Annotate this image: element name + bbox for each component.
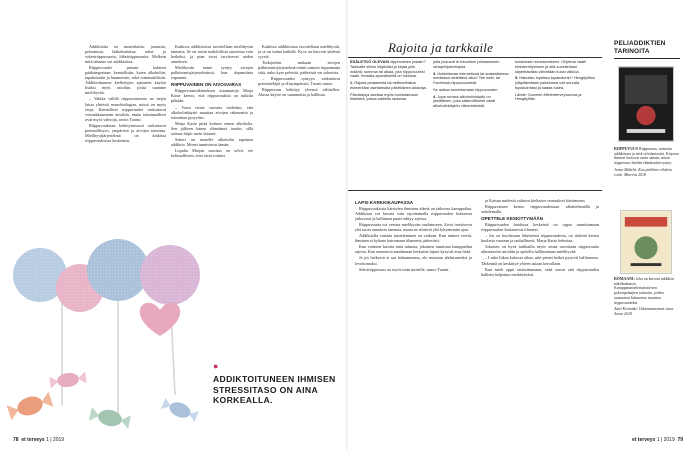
paragraph: Addiktiolla vastaan taisteleminen on vaikeaa. Kun tunteet vievät, ihminen ei kykene katsomaan tilannetta järkevästi. (355, 233, 472, 244)
tip-item: Päivärajoja asettaa myös tunnistamaan tilanteita, joissa addiktio laukeaa. (350, 91, 418, 102)
paragraph: Lopulta Marjan suositus on selvä: vie kohtuulliseen, ettei aivot tottuisi. (171, 147, 253, 158)
paragraph: Kaikissa addiktioissa tavoitellaan mielihyvää, ja se on tuttua kaikille. Kyse on harvoin yhdestä syystä. (258, 44, 340, 60)
paragraph: – Jos on huolissaan läheisensä riippuvuudesta, on tärkeää kertoa huolesta suoraan ja rauhallisesti, Marja Kaste kehottaa. (481, 233, 599, 244)
book1-description: Riippuvuus: tarinoita addiktiosta ja siitä selviämisestä. Kirjassa ihmiset kertovat omin sanoin, miten riippuvuus heidän elämässään syntyi. (614, 147, 679, 166)
footer-left (13, 437, 64, 443)
callout-bullet-icon: ● (213, 361, 219, 371)
page-number-right: 79 (677, 437, 684, 443)
paragraph: Tutkijoiden mukaan aivojen palkitsemisjärjestelmä toimii samoin riippumatta siitä, onko kyse peleistä, päihteistä vai sokerista. (258, 60, 340, 76)
paragraph: Riippuvuutta voi verrata mielihyvän vaalimiseen. Aivot tarvitsevat yhä uusia annoksia samasta, mutta ne riittävät yhä lyhyemmän ajan. (355, 222, 472, 233)
tip-column-1 (350, 60, 428, 104)
sidebar-book2 (614, 277, 680, 317)
paragraph: Ja jos hetkessä ei saa haluamaansa, olo muuttuu ahdistuneeksi ja levottomaksi. (355, 255, 472, 266)
footer-right (632, 437, 683, 443)
wrapped-candy-blue (161, 397, 200, 423)
wrapped-candy-green (89, 406, 131, 430)
book-cover-1 (618, 66, 674, 142)
paragraph: Riippuvuus kehittyy yleensä vähitellen. Alussa käyttö on satunnaista ja hallittua. (258, 87, 340, 98)
pull-quote: ADDIKTOITUNEEN IHMISEN STRESSITASO ON AINA KORKEALLA. (213, 374, 336, 405)
paragraph: Riippuvuuksien kehittymisessä vaikuttavat perinnöllisyys, ympäristö ja aivojen toiminta. Mielihyväjärjestelmä on kaikissa riippuvuuksissa keskeinen. (85, 122, 166, 143)
book2-credit: Antti Kivimäki: Odottamattomat sinut. Atena 2018 (614, 307, 674, 316)
magazine-name-right: et terveys (632, 437, 656, 443)
sidebar-book-tips (614, 40, 680, 63)
paragraph: ja Kaisan mielestä valtavat kielteiset seuraukset kärsiminen. (485, 198, 586, 203)
tipbox-title: Rajoita ja tarkkaile (388, 40, 494, 55)
paragraph: – Riippuvuuden syntyyn vaikuttavat perintötekijät ja elinympäristö, Tuomi sanoo. (258, 76, 340, 87)
book2-description: Joka on kerrotu addiktin näkökulmasta. Kumppanimielensäyttävien pokeripelaajien tarinoita, joiden suunnaton kiinnostus muuttuu riippuvuudeksi. (614, 277, 674, 305)
paragraph: Kun mieli oppii rauhoittumaan, sekä stressi että riippuvuuden hallinta helpottuu merkittävästi. (481, 266, 599, 277)
book2-title: ROMAANI: (614, 277, 635, 281)
paragraph: Riippuvuudet jaetaan kahteen pääkategoriaan: kemiallisiin, kuten alkoholiin, tupakointiin ja huumeisiin, sekä toiminnallisiin. Addiktoitumme kiellettyjen ajatusten käytön lisäksi myös asioihin, joista saamme mielihyvää. (85, 65, 166, 96)
tip-item: 1. Rajoita pelaamista tai nettisurffailua esimerkiksi asettamalla päivittäinen aikaraja. (350, 80, 427, 90)
paragraph: Kaikissa addiktioissa tavoitellaan mielihyvän tunnetta. Se on toisin mahdollista saavuttaa vain hetkeksi, ja pian aivot tarvitsevat uuden annoksen. (171, 44, 253, 65)
tip-item: ESÄLETKÖ OLEVASI riippuvainen jostain? Tarkkaile silloin käyttöäsi ja kirjaa ylös määriä, summia tai aikaa, jota riippuvuutesi vaatii. Ilmaisia apuvälineitä on lukuisia. (350, 59, 426, 79)
sidebar-heading: PELIADDIKTIEN TARINOITA (614, 40, 666, 55)
paragraph: Riippuvuustutkimuksen asiantuntija Marja Kaste kertoo, että riippuvuuksia on tutkittu pitkään. (171, 88, 253, 104)
book-cover-2 (620, 210, 672, 274)
subheading-opettele: OPETTELE KESKITTYMÄÄN (481, 216, 544, 222)
paragraph: – Vaikka välillä riippuvaisuutta on tietyn laista yhteistä neurobiologiaa, niissä on myös eroja. Kemialliset riippuvuudet vaikuttavat voimakkaammin aivoihin, mutta toiminnalliset ovat myös vahvoja, arvioi Tuomi. (85, 96, 166, 122)
paragraph: Addiktioita on monenlaisia: jaomista, pelaamista, lääkekoukkua, seksi- ja sokeririippuvuutta, liiketriippuvuutta. Melkein mitä tahansa voi addiktoitua. (85, 44, 166, 65)
tip-item: joita joutuvat le-tuloottum pelaamiseen. rahapelipalvelujsta (433, 59, 501, 69)
tip-source: Lähde: Suomen Mielenterveysseura ja Hengityliitto (515, 91, 582, 102)
book1-title: RIIPPUVUUS (614, 147, 638, 151)
issue-left: 1 | 2019 (46, 437, 65, 443)
page-number-left: 78 (13, 437, 19, 443)
book1-credit: Jenna Mäkelä: Kun pelihimo vihdoin voitti. Minerva 2018 (614, 167, 672, 177)
tipbox-rule-top (348, 57, 602, 58)
wrapped-candy-orange (6, 391, 53, 422)
paragraph: Seksiriippuvuus on myös tuttu monelle, sanoo Tuomi. (359, 266, 450, 272)
subheading-lapsi: LAPSI KARKKIKAUPASSA (355, 200, 414, 205)
issue-right: 1 | 2019 (656, 437, 675, 443)
tip-item: kulutuksen seuraamiseen. Ohjelma vaatii rekisteröitymisen ja sitä suositellaan käytettäväksi vähintään kuusi viikkoa. (515, 59, 586, 74)
paragraph: – Vasta viime vuosina tiedettiin, että alkoholinkäyttö muuttaa aivojen rakennetta ja toimintaa pysyvästi. (171, 104, 253, 120)
tip-column-3 (515, 60, 597, 104)
tipbox-rule-bottom (348, 190, 602, 191)
tip-item: 3. Hoidettavaa internetissä tai sosiaalisessa mediassa vietettävä aika? Tee netti- tai Facebook-riippuvuustesti. (433, 70, 509, 85)
paragraph: Sokeri on monelle alkoholin tapainen addiktio. Monet tunnistavat tämän. (171, 136, 253, 147)
subheading-aivosairas: RIIPPUVAINEN ON AIVOSAIRAS (171, 82, 242, 88)
tip-item: 4. Jopa runsas alkoholinkäyttö on yksittäinen, joka säännöllisesti vaatii alkoholinkäytön vähentämistä. (433, 93, 496, 108)
paragraph: Riippuvuuden hoidossa keskeistä on oppia tunnistamaan riippuvuuden laukaisevat tilanteet. (481, 222, 599, 233)
sidebar-book1 (614, 147, 680, 177)
paragraph: – Laske liikaa kuluvaa aikaa, niin pienet hetket pysyvät hallinnassa. Tärkeintä on keskittyä yhteen asiaan kerrallaan. (481, 255, 599, 266)
paragraph: Mielihyvän tunne syntyy aivojen palkitsemisjärjestelmässä, kun dopamiinia vapautuu. (171, 65, 253, 81)
paragraph: Kun voimme kuvata mitä tahansa, jokainen tunnistaa kamppailun arjesta. Kun mennessä nauttimaan herkuista lapset kysyvät aina lisää. (355, 244, 472, 255)
heart-candy (140, 303, 180, 336)
tip-item: 5. Haluatko lopettaa tupakoinnin? Hengityliiton ylläpitämässä palvelussa voit seurata tupakointiasi ja saada tukea. (515, 75, 596, 90)
wrapped-candy-pink (49, 371, 87, 390)
paragraph: Jokaisen on hyvä tarkkailla myös omaa tarvettaan riippuvuutta aiheuttaviin asioihin ja opetella hallitsemaan mielihyvää. (481, 244, 599, 255)
paragraph: Riippuvuuksista kärsivien ihmisten elämä on jatkuvaa kamppailua. Addiktion voi kuvata vain rajoittamalla riippuvuuden kohteesta jatkuvasti ja hallinnan puute näkyy arjessa. (355, 206, 472, 222)
candy-illustration (0, 230, 250, 440)
right-column-2 (481, 198, 599, 430)
right-column-1 (355, 198, 472, 430)
sidebar-rule (614, 58, 680, 59)
tip-column-2 (433, 60, 511, 111)
left-column-3 (258, 44, 340, 244)
paragraph: Marja Kaste pitää kolmea ennen alkoholia. Sen jälkeen hänen elämäänsä tuotiin, sillä sairaus hiipii usein hitaasti. (171, 120, 253, 136)
paragraph: Riippuvainen kertoo riippuvuudestaan vähättelemällä ja salailemalla. (481, 204, 599, 215)
tip-item: Se auttaa tunnistamaan riippuvuuden. (433, 86, 499, 92)
left-column-1 (85, 44, 166, 244)
magazine-name-left: et terveys (21, 437, 45, 443)
